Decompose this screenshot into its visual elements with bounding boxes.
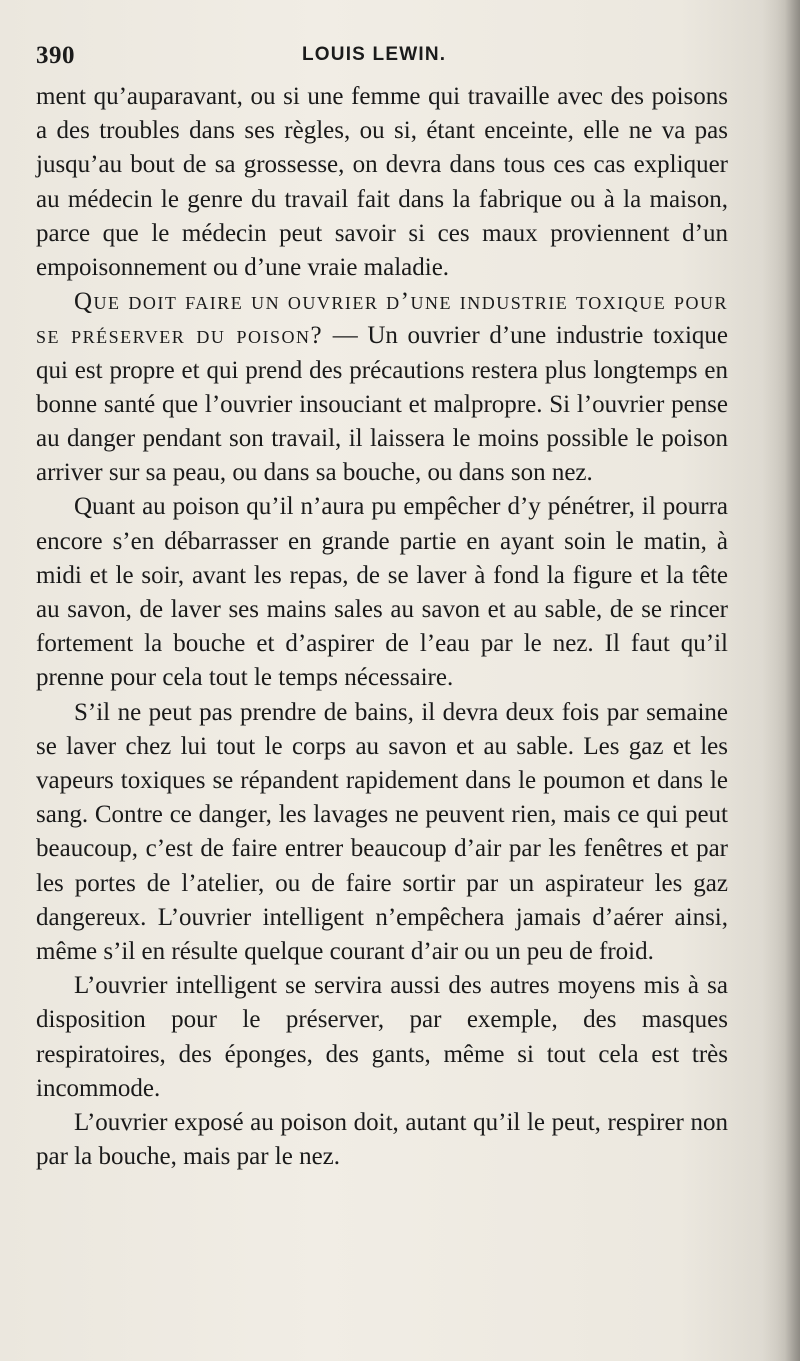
paragraph-3: Quant au poison qu’il n’aura pu empêcher d’y pénétrer, il pourra encore s’en débarrasser en grande partie en ayant soin le matin, à midi et le soir, avant les repas, de se laver à fond la figure et la tête au savon, de laver ses mains sales au savon et au sable, de se rincer fortement la bouche et d’aspirer de l’eau par le nez. Il faut qu’il prenne pour cela tout le temps nécessaire.: [36, 493, 728, 692]
running-head-author: LOUIS LEWIN.: [302, 44, 447, 65]
body-text: [36, 80, 728, 1175]
page-edge-shadow: [762, 0, 800, 1361]
paragraph-2: [36, 285, 728, 490]
page-number: 390: [36, 42, 75, 69]
paragraph-6: L’ouvrier exposé au poison doit, autant qu’il le peut, respirer non par la bouche, mais par le nez.: [36, 1109, 728, 1171]
running-head: [36, 40, 728, 80]
section-heading: Que doit faire un ouvrier d’une industrie toxique pour se préserver du poison?: [36, 288, 728, 350]
paragraph-5: L’ouvrier intelligent se servira aussi des autres moyens mis à sa disposition pour le préserver, par exemple, des masques respiratoires, des éponges, des gants, même si tout cela est très incommode.: [36, 972, 728, 1102]
paragraph-1: ment qu’auparavant, ou si une femme qui travaille avec des poisons a des troubles dans ses règles, ou si, étant enceinte, elle ne va pas jusqu’au bout de sa grossesse, on devra dans tous ces cas expliquer au médecin le genre du travail fait dans la fabrique ou à la maison, parce que le médecin peut savoir si ces maux proviennent d’un empoisonnement ou d’une vraie maladie.: [36, 83, 728, 282]
paragraph-4: S’il ne peut pas prendre de bains, il devra deux fois par semaine se laver chez lui tout le corps au savon et au sable. Les gaz et les vapeurs toxiques se répandent rapidement dans le poumon et dans le sang. Contre ce danger, les lavages ne peuvent rien, mais ce qui peut beaucoup, c’est de faire entrer beaucoup d’air par les fenêtres et par les portes de l’atelier, ou de faire sortir par un aspirateur les gaz dangereux. L’ouvrier intelligent n’empêchera jamais d’aérer ainsi, même s’il en résulte quelque courant d’air ou un peu de froid.: [36, 698, 728, 966]
paragraph-2-text: — Un ouvrier d’une industrie toxique qui est propre et qui prend des précautions restera plus longtemps en bonne santé que l’ouvrier insouciant et malpropre. Si l’ouvrier pense au danger pendant son travail, il laissera le moins possible le poison arriver sur sa peau, ou dans sa bouche, ou dans son nez.: [36, 322, 728, 487]
